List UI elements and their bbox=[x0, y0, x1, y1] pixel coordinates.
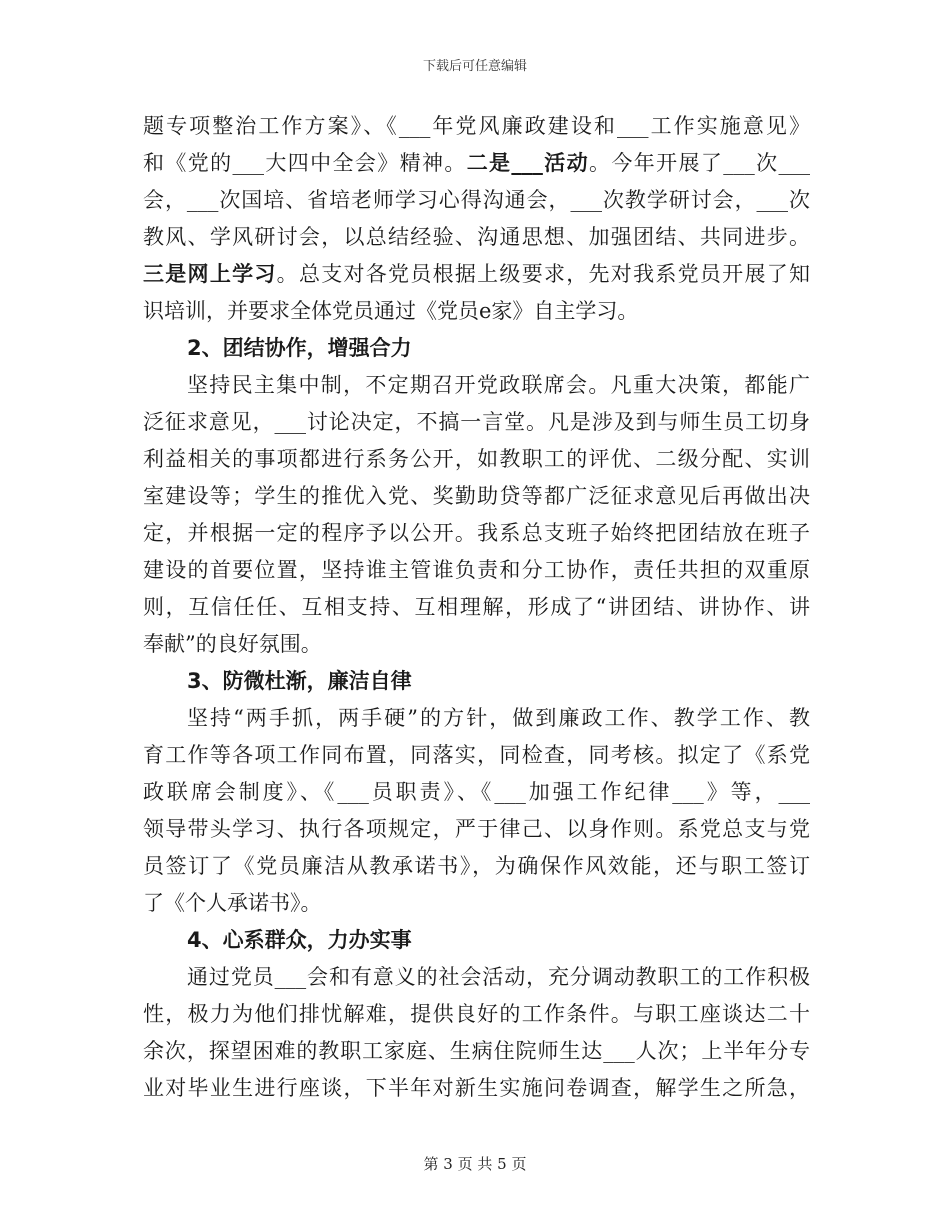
section-heading: 3、防微杜渐，廉洁自律 bbox=[187, 669, 412, 693]
text-line: 业对毕业生进行座谈，下半年对新生实施问卷调查，解学生之所急， bbox=[143, 1076, 810, 1100]
text-line: 坚持“两手抓，两手硬”的方针，做到廉政工作、教学工作、教 bbox=[187, 706, 810, 730]
text-line bbox=[143, 145, 810, 182]
text-line: 了《个人承诺书》。 bbox=[143, 891, 322, 915]
text-line: 定，并根据一定的程序予以公开。我系总支班子始终把团结放在班子 bbox=[143, 521, 810, 545]
text-fragment: 总支对各党员根据上级要求，先对我系党员开展了知 bbox=[298, 262, 810, 286]
text-line: 教风、学风研讨会，以总结经验、沟通思想、加强团结、共同进步。 bbox=[143, 225, 810, 249]
text-line: 则，互信任任、互相支持、互相理解，形成了“讲团结、讲协作、讲 bbox=[143, 595, 810, 619]
text-line: 题专项整治工作方案》、《___年党风廉政建设和___工作实施意见》 bbox=[143, 114, 810, 138]
text-line: 利益相关的事项都进行系务公开，如教职工的评优、二级分配、实训 bbox=[143, 447, 810, 471]
text-line: 育工作等各项工作同布置，同落实，同检查，同考核。拟定了《系党 bbox=[143, 743, 810, 767]
text-fragment: 。今年开展了___次___ bbox=[589, 151, 810, 175]
text-line: 员签订了《党员廉洁从教承诺书》，为确保作风效能，还与职工签订 bbox=[143, 854, 810, 878]
text-line: 泛征求意见，___讨论决定，不搞一言堂。凡是涉及到与师生员工切身 bbox=[143, 410, 810, 434]
text-line: 性，极力为他们排忧解难，提供良好的工作条件。与职工座谈达二十 bbox=[143, 1002, 810, 1026]
text-line: 领导带头学习、执行各项规定，严于律己、以身作则。系党总支与党 bbox=[143, 817, 810, 841]
page-header-note: 下载后可任意编辑 bbox=[422, 59, 527, 74]
text-line: 室建设等；学生的推优入党、奖勤助贷等都广泛征求意见后再做出决 bbox=[143, 484, 810, 508]
bold-phrase: 三是网上学习 bbox=[143, 262, 277, 286]
text-line: 政联席会制度》、《___员职责》、《___加强工作纪律___》等，___ bbox=[143, 780, 810, 804]
text-line: 坚持民主集中制，不定期召开党政联席会。凡重大决策，都能广 bbox=[187, 373, 810, 397]
text-line: 会，___次国培、省培老师学习心得沟通会，___次教学研讨会，___次 bbox=[143, 188, 810, 212]
text-line: 余次，探望困难的教职工家庭、生病住院师生达___人次；上半年分专 bbox=[143, 1039, 810, 1063]
text-line: 通过党员___会和有意义的社会活动，充分调动教职工的工作积极 bbox=[187, 965, 810, 989]
section-heading: 4、心系群众，力办实事 bbox=[187, 928, 412, 952]
text-line bbox=[143, 256, 810, 293]
text-fragment: 和《党的___大四中全会》精神。 bbox=[143, 151, 467, 175]
text-fragment: 。 bbox=[276, 262, 299, 286]
text-line: 建设的首要位置，坚持谁主管谁负责和分工协作，责任共担的双重原 bbox=[143, 558, 810, 582]
section-heading: 2、团结协作，增强合力 bbox=[187, 336, 412, 360]
page-footer: 第 3 页 共 5 页 bbox=[423, 1155, 527, 1173]
text-line: 奉献”的良好氛围。 bbox=[143, 632, 322, 656]
document-body bbox=[143, 108, 810, 1107]
text-line: 识培训，并要求全体党员通过《党员e家》自主学习。 bbox=[143, 299, 639, 323]
bold-phrase: 二是___活动 bbox=[466, 151, 590, 175]
